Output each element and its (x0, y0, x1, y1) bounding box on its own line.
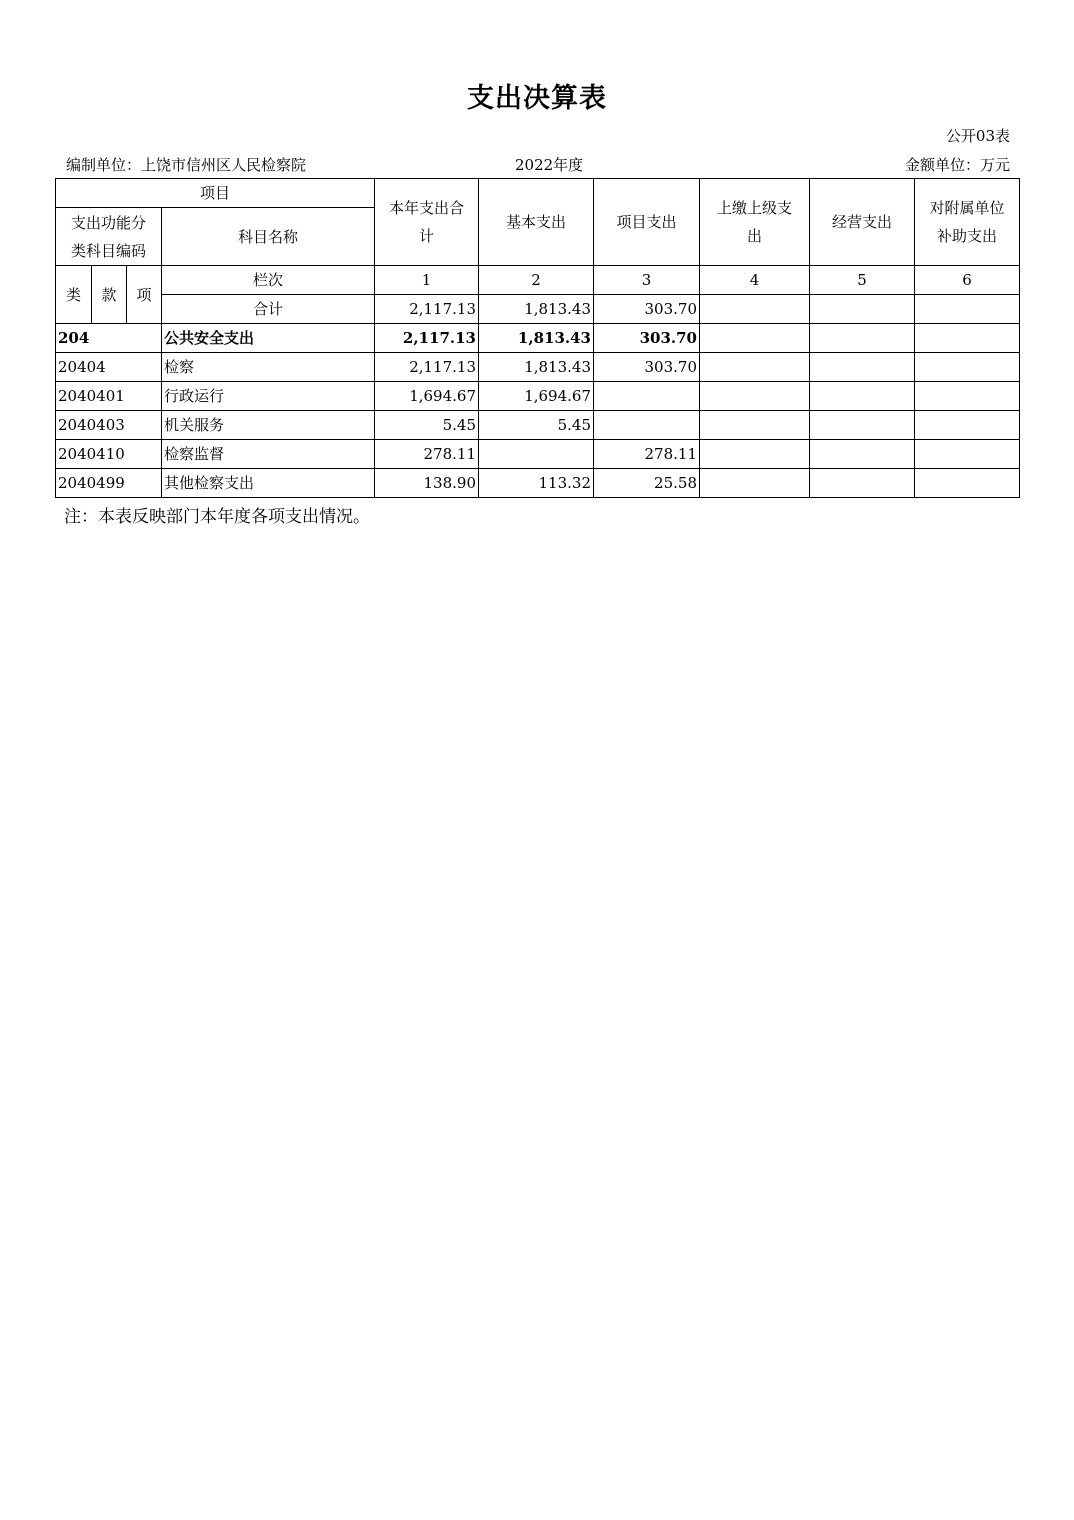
page-title: 支出决算表 (467, 83, 607, 114)
row-subsidy (915, 411, 1020, 440)
row-upper (700, 411, 810, 440)
table-row (56, 353, 1020, 382)
row-subsidy (915, 440, 1020, 469)
organization-label: 编制单位：上饶市信州区人民检察院 (66, 156, 307, 174)
row-project: 303.70 (594, 324, 700, 353)
column-number: 1 (375, 266, 479, 295)
column-number: 5 (810, 266, 915, 295)
column-number: 4 (700, 266, 810, 295)
header-code-group (56, 208, 162, 266)
row-name: 机关服务 (162, 411, 375, 440)
row-business (810, 382, 915, 411)
fiscal-year-label: 2022年度 (515, 156, 584, 174)
header-code-line2: 类科目编码 (70, 241, 146, 260)
header-xiang: 项 (127, 266, 162, 324)
column-number: 3 (594, 266, 700, 295)
row-name: 检察 (162, 353, 375, 382)
row-basic: 1,813.43 (479, 324, 594, 353)
row-basic: 1,694.67 (479, 382, 594, 411)
sum-basic: 1,813.43 (479, 295, 594, 324)
row-project (594, 382, 700, 411)
header-business: 经营支出 (810, 179, 915, 266)
row-code: 2040401 (56, 382, 162, 411)
row-business (810, 411, 915, 440)
column-number: 6 (915, 266, 1020, 295)
expenditure-table (55, 178, 1020, 498)
header-total-line2: 计 (418, 227, 434, 245)
sum-subsidy (915, 295, 1020, 324)
row-name: 其他检察支出 (162, 469, 375, 498)
row-code: 2040499 (56, 469, 162, 498)
column-number: 2 (479, 266, 594, 295)
report-meta (56, 154, 1010, 176)
row-subsidy (915, 353, 1020, 382)
sum-upper (700, 295, 810, 324)
table-row (56, 440, 1020, 469)
row-total: 2,117.13 (375, 324, 479, 353)
row-basic: 113.32 (479, 469, 594, 498)
row-subsidy (915, 469, 1020, 498)
header-item: 项目 (56, 179, 375, 208)
row-project: 278.11 (594, 440, 700, 469)
row-project: 25.58 (594, 469, 700, 498)
sum-total: 2,117.13 (375, 295, 479, 324)
row-upper (700, 353, 810, 382)
row-total: 138.90 (375, 469, 479, 498)
header-code-line1: 支出功能分 (70, 213, 146, 232)
row-total: 5.45 (375, 411, 479, 440)
row-upper (700, 469, 810, 498)
row-code: 204 (56, 324, 162, 353)
header-total-line1: 本年支出合 (388, 199, 464, 217)
row-upper (700, 382, 810, 411)
header-subsidy (915, 179, 1020, 266)
table-number: 公开03表 (945, 127, 1010, 145)
row-name: 检察监督 (162, 440, 375, 469)
row-project: 303.70 (594, 353, 700, 382)
header-upper (700, 179, 810, 266)
row-name: 行政运行 (162, 382, 375, 411)
header-subsidy-line2: 补助支出 (936, 227, 997, 245)
row-upper (700, 324, 810, 353)
header-upper-line2: 出 (746, 227, 762, 245)
row-business (810, 440, 915, 469)
header-subsidy-line1: 对附属单位 (929, 199, 1005, 217)
row-code: 20404 (56, 353, 162, 382)
row-project (594, 411, 700, 440)
row-total: 2,117.13 (375, 353, 479, 382)
sum-label: 合计 (162, 295, 375, 324)
table-row (56, 324, 1020, 353)
row-basic: 5.45 (479, 411, 594, 440)
header-name: 科目名称 (162, 208, 375, 266)
row-code: 2040403 (56, 411, 162, 440)
row-business (810, 469, 915, 498)
table-row (56, 411, 1020, 440)
header-column-no: 栏次 (162, 266, 375, 295)
header-kuan: 款 (92, 266, 127, 324)
sum-business (810, 295, 915, 324)
row-name: 公共安全支出 (162, 324, 375, 353)
row-upper (700, 440, 810, 469)
row-business (810, 324, 915, 353)
table-row (56, 382, 1020, 411)
sum-project: 303.70 (594, 295, 700, 324)
row-total: 278.11 (375, 440, 479, 469)
header-project: 项目支出 (594, 179, 700, 266)
table-note: 注：本表反映部门本年度各项支出情况。 (64, 507, 370, 527)
header-lei: 类 (56, 266, 92, 324)
row-total: 1,694.67 (375, 382, 479, 411)
header-basic: 基本支出 (479, 179, 594, 266)
sum-row (56, 295, 1020, 324)
amount-unit-label: 金额单位：万元 (904, 156, 1010, 174)
row-code: 2040410 (56, 440, 162, 469)
table-row (56, 469, 1020, 498)
header-upper-line1: 上缴上级支 (716, 199, 792, 217)
row-business (810, 353, 915, 382)
row-subsidy (915, 382, 1020, 411)
row-basic (479, 440, 594, 469)
header-total (375, 179, 479, 266)
row-subsidy (915, 324, 1020, 353)
row-basic: 1,813.43 (479, 353, 594, 382)
